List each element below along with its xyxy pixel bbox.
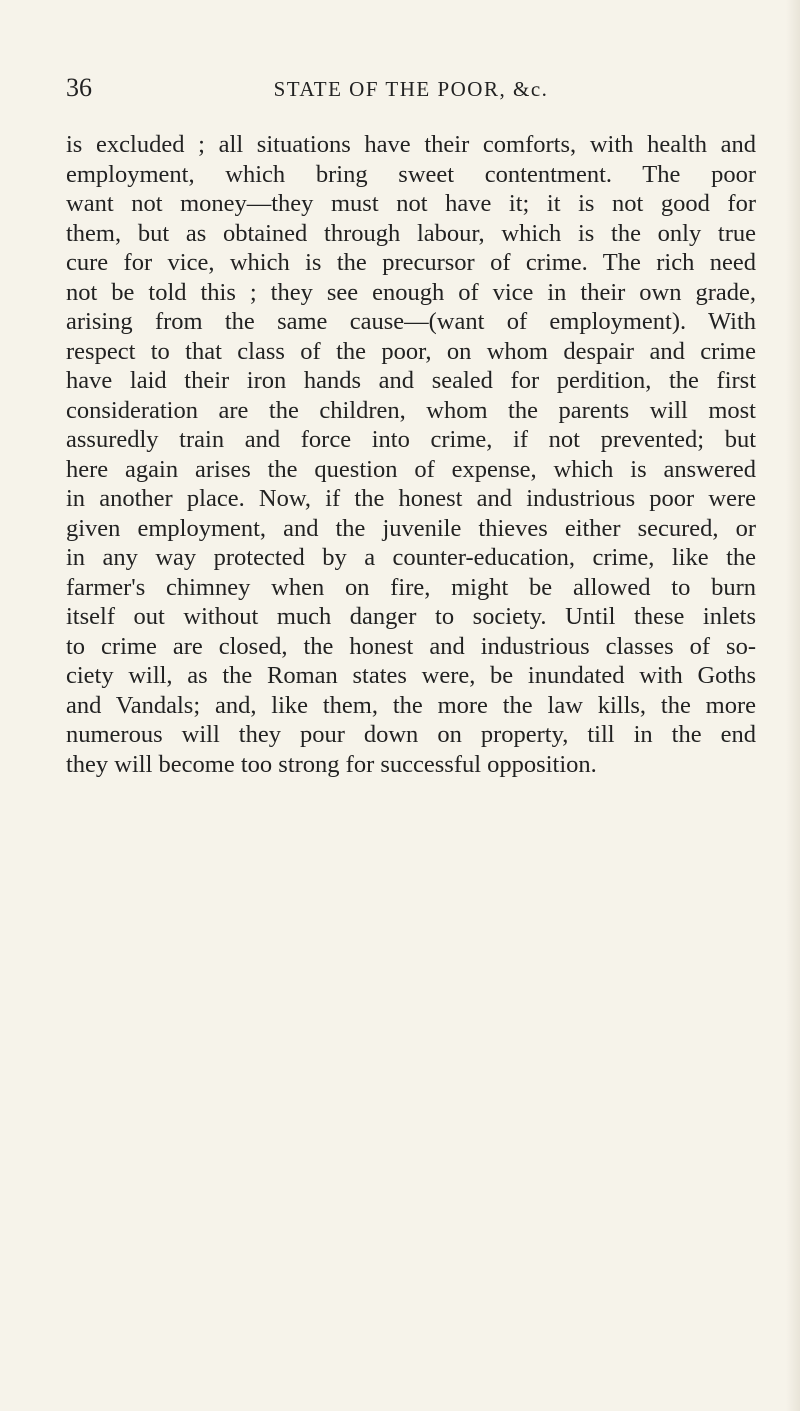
text-line: numerous will they pour down on property, till in the end [66, 721, 756, 748]
text-line: ciety will, as the Roman states were, be inundated with Goths [66, 662, 756, 689]
text-line: cure for vice, which is the precursor of crime. The rich need [66, 249, 756, 276]
text-line: itself out without much danger to society. Until these inlets [66, 603, 756, 630]
text-line: assuredly train and force into crime, if not prevented; but [66, 426, 756, 453]
page-edge-shadow [786, 0, 800, 1411]
text-line: not be told this ; they see enough of vice in their own grade, [66, 278, 756, 306]
body-paragraph [66, 130, 756, 779]
text-line: them, but as obtained through labour, which is the only true [66, 219, 756, 247]
page-number: 36 [66, 73, 92, 102]
text-line: arising from the same cause—(want of employment). With [66, 308, 756, 335]
text-line: farmer's chimney when on fire, might be allowed to burn [66, 573, 756, 601]
text-line: employment, which bring sweet contentment. The poor [66, 160, 756, 188]
text-line: respect to that class of the poor, on whom despair and crime [66, 337, 756, 365]
text-line: in another place. Now, if the honest and industrious poor were [66, 485, 756, 512]
text-line-last: they will become too strong for successful opposition. [66, 750, 597, 778]
text-line: and Vandals; and, like them, the more the law kills, the more [66, 691, 756, 719]
text-line: want not money—they must not have it; it is not good for [66, 190, 756, 217]
page-header [66, 70, 756, 110]
text-line: in any way protected by a counter-education, crime, like the [66, 544, 756, 571]
text-line: have laid their iron hands and sealed for perdition, the first [66, 367, 756, 394]
text-line: here again arises the question of expense, which is answered [66, 455, 756, 483]
running-head: STATE OF THE POOR, &c. [273, 77, 549, 101]
text-line: consideration are the children, whom the parents will most [66, 396, 756, 424]
text-line: is excluded ; all situations have their comforts, with health and [66, 131, 756, 158]
text-line: given employment, and the juvenile thieves either secured, or [66, 514, 756, 542]
text-line: to crime are closed, the honest and industrious classes of so- [66, 632, 756, 660]
